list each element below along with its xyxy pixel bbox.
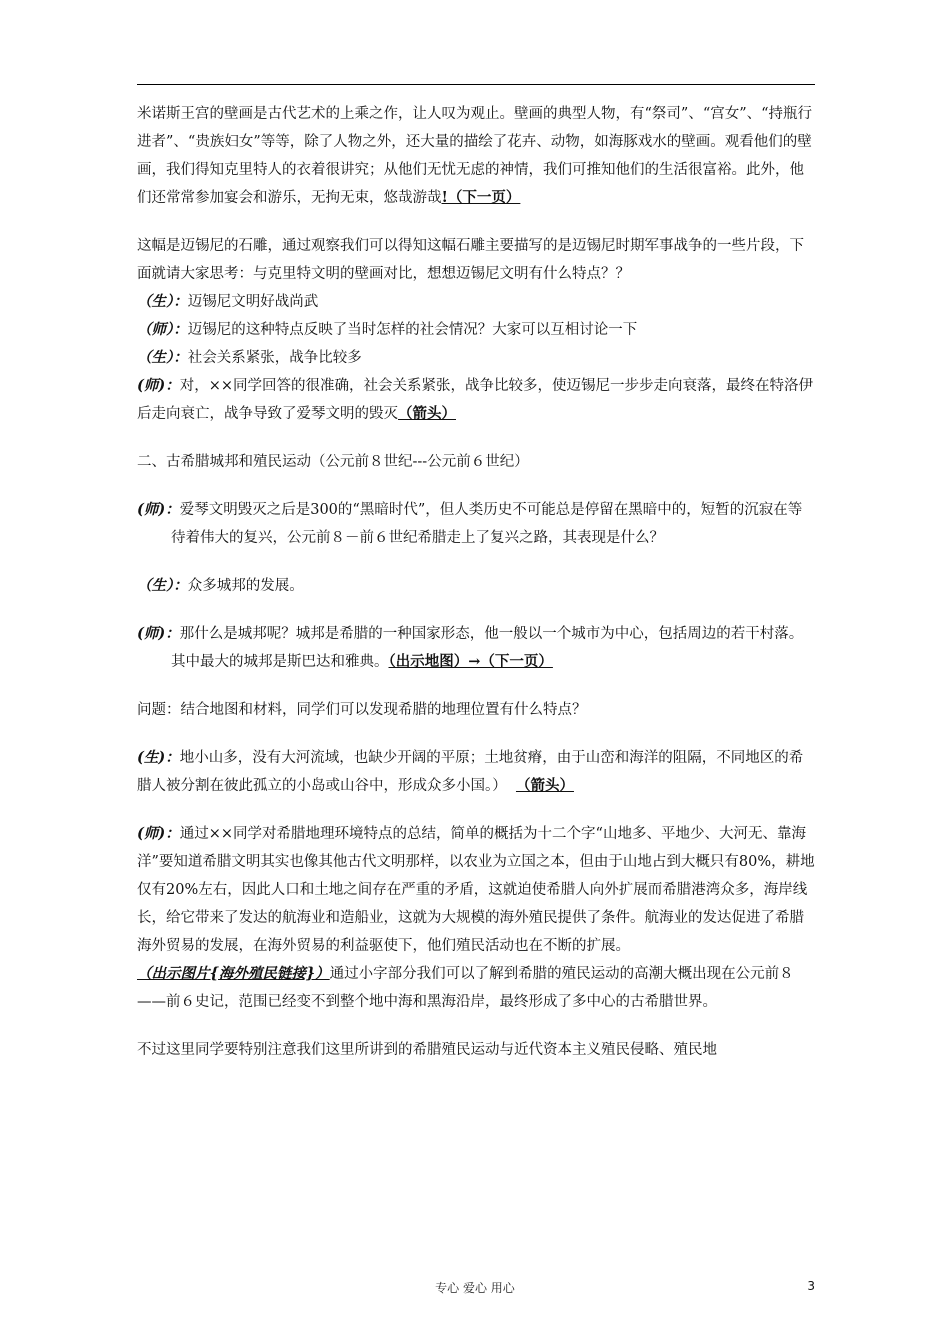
- dialogue-teacher-4: (师)：那什么是城邦呢？城邦是希腊的一种国家形态，他一般以一个城市为中心，包括周边的若干村落。其中最大的城邦是斯巴达和雅典。（出示地图）→（下一页）: [137, 625, 804, 670]
- dialogue-teacher-3: (师)：爱琴文明毁灭之后是300的“黑暗时代”，但人类历史不可能总是停留在黑暗中的，短暂的沉寂在等待着伟大的复兴，公元前８－前６世纪希腊走上了复兴之路，其表现是什么？: [137, 501, 803, 546]
- dialogue-student-1: （生）：迈锡尼文明好战尚武: [137, 293, 319, 310]
- arrow-link[interactable]: （箭头）: [398, 405, 456, 422]
- paragraph-closing: 不过这里同学要特别注意我们这里所讲到的希腊殖民运动与近代资本主义殖民侵略、殖民地: [137, 1042, 717, 1058]
- question-paragraph: 问题：结合地图和材料，同学们可以发现希腊的地理位置有什么特点？: [137, 702, 587, 718]
- dialogue-teacher-1: （师）：迈锡尼的这种特点反映了当时怎样的社会情况？大家可以互相讨论一下: [137, 321, 638, 338]
- paragraph-minoan-frescoes: 米诺斯王宫的壁画是古代艺术的上乘之作，让人叹为观止。壁画的典型人物，有“祭司”、“宫女”、“持瓶行进者”、“贵族妇女”等等，除了人物之外，还大量的描绘了花卉、动物，如海豚戏水的壁画。观看他们的壁画，我们得知克里特人的衣着很讲究；从他们无忧无虑的神情，我们可推知他们的生活很富裕。此外，他们还常常参加宴会和游乐，无拘无束，悠哉游哉!（下一页）: [137, 106, 813, 206]
- document-body: [137, 100, 815, 1064]
- role-label: (师)：: [137, 625, 180, 642]
- role-label: （生）：: [137, 349, 188, 366]
- dialogue-student-3: （生）：众多城邦的发展。: [137, 577, 304, 594]
- role-label: （生）：: [137, 293, 188, 310]
- colonization-image-link[interactable]: （出示图片{海外殖民链接}）: [137, 965, 330, 982]
- role-label: (师)：: [137, 825, 180, 842]
- role-label: (师)：: [137, 377, 180, 394]
- section-title: 二、古希腊城邦和殖民运动（公元前８世纪---公元前６世纪）: [137, 454, 529, 470]
- paragraph-mycenae-sculpture: 这幅是迈锡尼的石雕，通过观察我们可以得知这幅石雕主要描写的是迈锡尼时期军事战争的一些片段，下面就请大家思考：与克里特文明的壁画对比，想想迈锡尼文明有什么特点？？: [137, 238, 804, 282]
- role-label: （师）：: [137, 321, 188, 338]
- role-label: (生)：: [137, 749, 180, 766]
- arrow-link[interactable]: （箭头）: [515, 777, 574, 794]
- next-page-link[interactable]: !（下一页）: [441, 189, 521, 206]
- role-label: （生）：: [137, 577, 188, 594]
- header-rule: [137, 84, 815, 85]
- show-map-link[interactable]: （出示地图）→（下一页）: [388, 653, 553, 670]
- footer-motto: 专心 爱心 用心: [435, 1281, 515, 1295]
- dialogue-teacher-5: (师)：通过××同学对希腊地理环境特点的总结，简单的概括为十二个字“山地多、平地少、大河无、靠海洋”要知道希腊文明其实也像其他古代文明那样，以农业为立国之本，但由于山地占到大概只有80%，耕地仅有20%左右，因此人口和土地之间存在严重的矛盾，这就迫使希腊人向外扩展而希腊港湾众多，海岸线长，给它带来了发达的航海业和造船业，这就为大规模的海外殖民提供了条件。航海业的发达促进了希腊海外贸易的发展，在海外贸易的利益驱使下，他们殖民活动也在不断的扩展。（出示图片{海外殖民链接}）通过小字部分我们可以了解到希腊的殖民运动的高潮大概出现在公元前８——前６史记，范围已经变不到整个地中海和黑海沿岸，最终形成了多中心的古希腊世界。: [137, 825, 815, 1010]
- dialogue-student-4: (生)：地小山多，没有大河流域，也缺少开阔的平原；土地贫瘠，由于山峦和海洋的阻隔，不同地区的希腊人被分割在彼此孤立的小岛或山谷中，形成众多小国。） （箭头）: [137, 749, 804, 794]
- dialogue-student-2: （生）：社会关系紧张，战争比较多: [137, 349, 362, 366]
- dialogue-teacher-2: (师)：对，××同学回答的很准确，社会关系紧张，战争比较多，使迈锡尼一步步走向衰落，最终在特洛伊后走向衰亡，战争导致了爱琴文明的毁灭（箭头）: [137, 377, 814, 422]
- role-label: (师)：: [137, 501, 180, 518]
- page-number: 3: [807, 1279, 815, 1293]
